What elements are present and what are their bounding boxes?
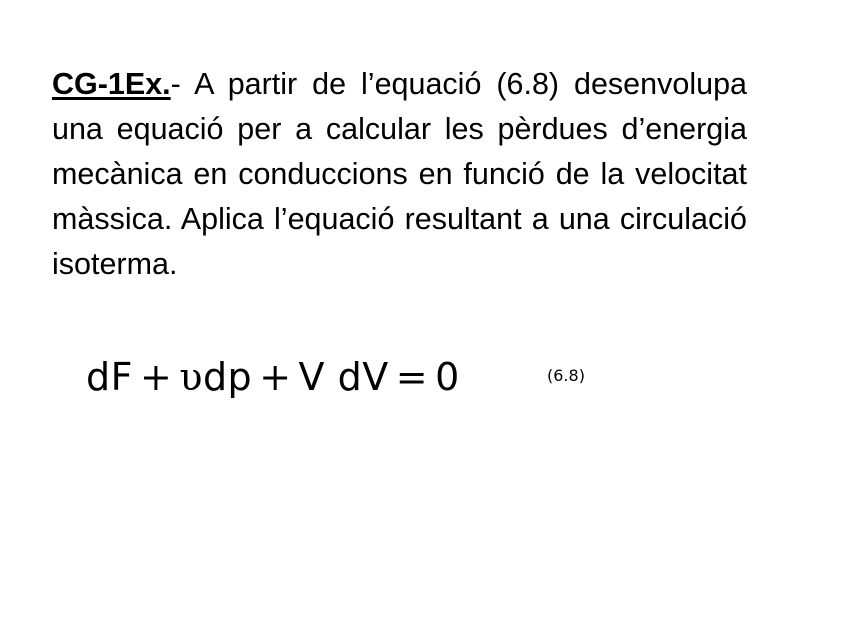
equation-equals: = [395,355,429,399]
equation-term-VdV: V dV [298,355,389,399]
equation-rhs: 0 [435,355,460,399]
equation-plus-1: + [139,355,173,399]
equation-number: (6.8) [547,366,585,385]
equation-term-dp: dp [202,355,253,399]
problem-statement [52,62,747,287]
exercise-label: CG-1Ex. [52,67,171,101]
equation-term-dF: dF [86,355,133,399]
exercise-dash: - [170,67,181,101]
problem-text: A partir de l’equació (6.8) desenvolupa una equació per a calcular les pèrdues d’energia mecànica en conduccions en funció de la velocitat màssica. Aplica l’equació resultant a una circulació isoterma. [52,67,747,281]
energy-balance-equation [86,352,460,402]
equation-specific-volume: υ [179,355,203,399]
equation-plus-2: + [259,355,292,399]
